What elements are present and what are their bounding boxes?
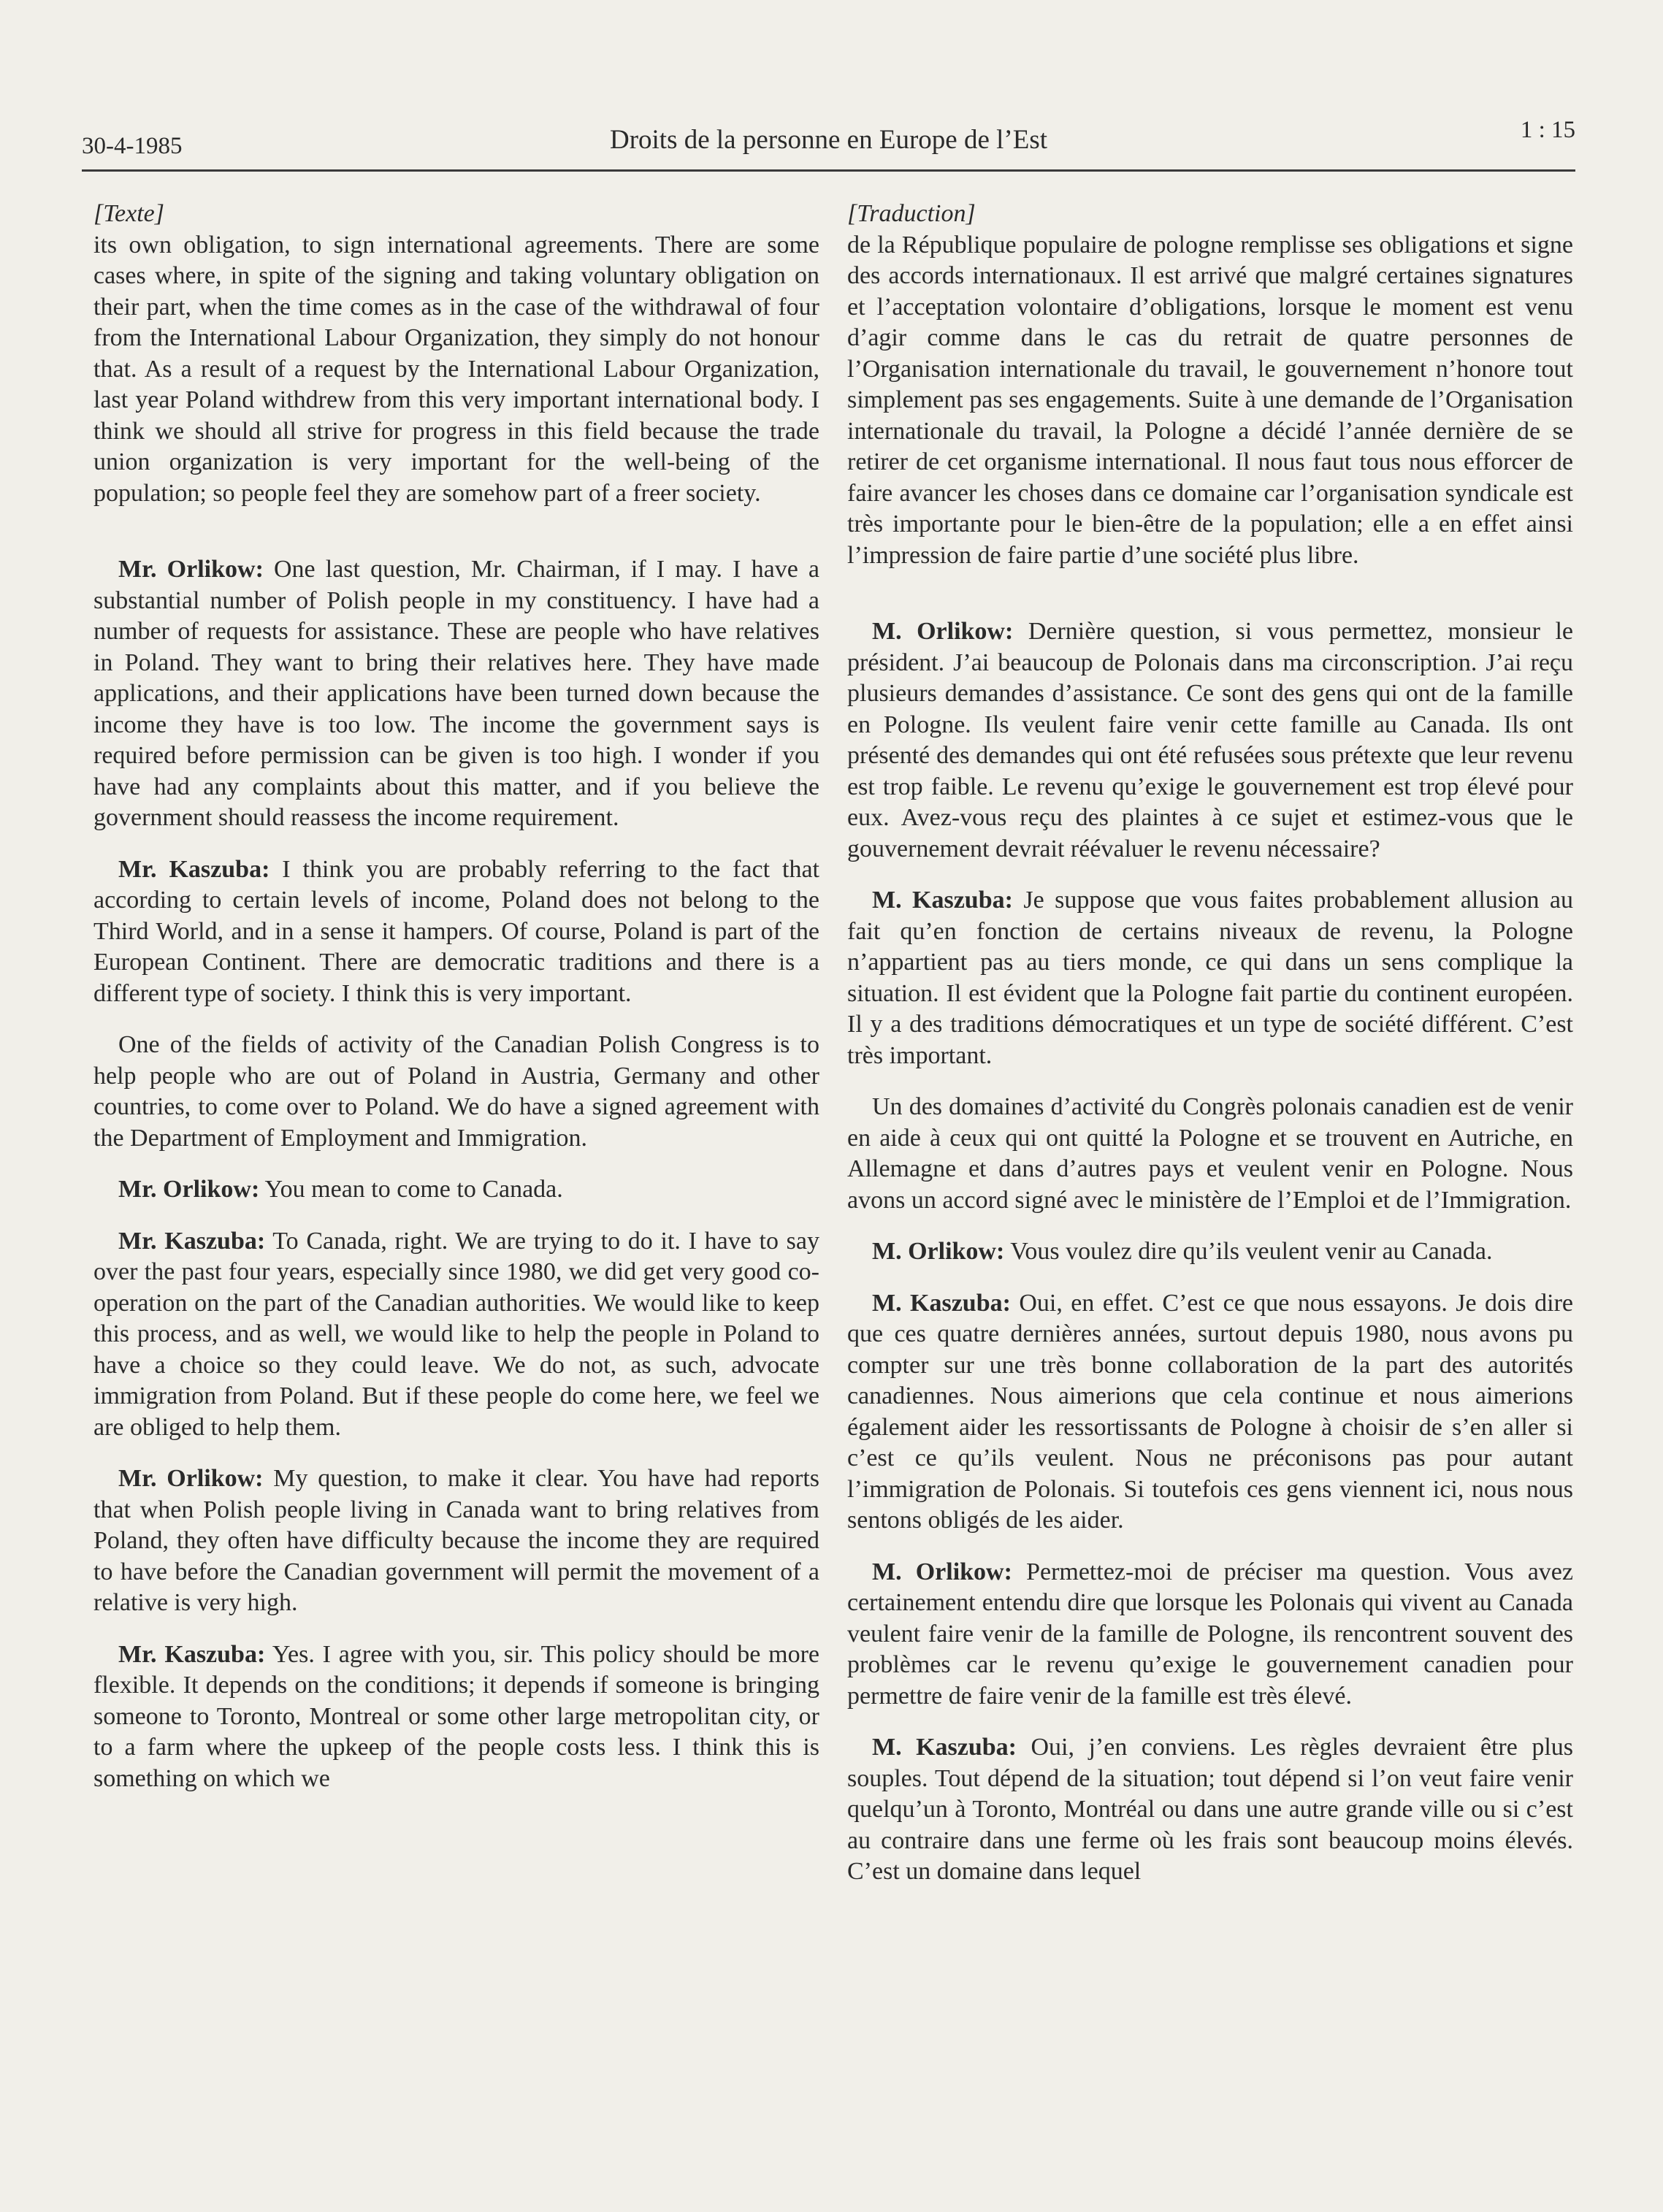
speaker-name: M. Kaszuba:	[872, 1289, 1011, 1317]
speech-text: Dernière question, si vous permettez, monsieur le président. J’ai beaucoup de Polonais dans ma circonscription. J’ai reçu plusieurs demandes d’assistance. Ce sont des gens qui ont de la famille en Pologne. Ils veulent faire venir cette famille au Canada. Ils ont présenté des demandes qui ont été refusées sous prétexte que leur revenu est trop faible. Le revenu qu’exige le gouvernement est trop élevé pour eux. Avez-vous reçu des plaintes à ce sujet et estimez-vous que le gouvernement devrait réévaluer le revenu nécessaire?	[847, 618, 1573, 862]
speaker-name: M. Orlikow:	[872, 618, 1014, 645]
paragraph: One of the fields of activity of the Canadian Polish Congress is to help people who are out of Poland in Austria, Germany and other countries, to come over to Poland. We do have a signed agreement with the Department of Employment and Immigration.	[93, 1031, 819, 1152]
english-column	[93, 199, 819, 1815]
speech-text: My question, to make it clear. You have had reports that when Polish people living in Canada want to bring relatives from Poland, they often have difficulty because the income they are required to have before the Canadian government will permit the movement of a relative is very high.	[93, 1465, 819, 1616]
speech-text: Je suppose que vous faites probablement allusion au fait qu’en fonction de certains niveaux de revenu, la Pologne n’appartient pas au tiers monde, ce qui dans un sens complique la situation. Il est évident que la Pologne fait partie du continent européen. Il y a des traditions démocratiques et un type de société différent. C’est très important.	[847, 887, 1574, 1069]
speaker-name: M. Orlikow:	[872, 1558, 1012, 1585]
speech-text: I think you are probably referring to the fact that according to certain levels of income, Poland does not belong to the Third World, and in a sense it hampers. Of course, Poland is part of the European Continent. There are democratic traditions and there is a different type of society. I think this is very important.	[93, 855, 819, 1007]
paragraph: its own obligation, to sign international agreements. There are some cases where, in spite of the signing and taking voluntary obligation on their part, when the time comes as in the case of the withdrawal of four from the International Labour Organization, they simply do not honour that. As a result of a request by the International Labour Organization, last year Poland withdrew from this very important international body. I think we should all strive for progress in this field because the trade union organization is very important for the well-being of the population; so people feel they are somehow part of a freer society.	[93, 231, 819, 507]
paragraph	[847, 616, 1573, 865]
paragraph	[93, 1639, 819, 1795]
speaker-name: M. Kaszuba:	[872, 887, 1013, 914]
speaker-name: Mr. Orlikow:	[118, 1176, 260, 1203]
french-column	[847, 199, 1573, 1908]
page-header	[82, 117, 1575, 172]
speaker-name: Mr. Kaszuba:	[118, 1640, 266, 1668]
speaker-name: Mr. Orlikow:	[118, 556, 264, 583]
speech-text: You mean to come to Canada.	[259, 1176, 563, 1203]
language-tag: [Texte]	[93, 200, 164, 227]
paragraph	[93, 1174, 819, 1206]
speaker-name: Mr. Orlikow:	[118, 1465, 264, 1492]
speech-text: Oui, j’en conviens. Les règles devraient être plus souples. Tout dépend de la situation; tout dépend si l’on veut faire venir quelqu’un à Toronto, Montréal ou dans une autre grande ville ou si c’est au contraire dans une ferme où les frais sont beaucoup moins élevés. C’est un domaine dans lequel	[847, 1734, 1574, 1885]
language-tag: [Traduction]	[847, 200, 976, 227]
speech-text: Oui, en effet. C’est ce que nous essayons. Je dois dire que ces quatre dernières années, surtout depuis 1980, nous avons pu compter sur une très bonne collaboration de la part des autorités canadiennes. Nous aimerions que cela continue et nous aimerions également aider les ressortissants de Pologne à choisir de s’en aller si c’est ce qu’ils veulent. Nous ne préconisons pas pour autant l’immigration de Polonais. Si toutefois ces gens viennent ici, nous nous sentons obligés de les aider.	[847, 1289, 1573, 1534]
paragraph	[93, 1226, 819, 1444]
paragraph	[93, 1463, 819, 1619]
header-date: 30-4-1985	[82, 133, 183, 159]
paragraph	[847, 885, 1573, 1071]
speech-text: One last question, Mr. Chairman, if I may. I have a substantial number of Polish people in my constituency. I have had a number of requests for assistance. These are people who have relatives in Poland. They want to bring their relatives here. They have made applications, and their applications have been turned down because the income they have is too low. The income the government says is required before permission can be given is too high. I wonder if you have had any complaints about this matter, and if you believe the government should reassess the income requirement.	[93, 556, 819, 831]
header-title: Droits de la personne en Europe de l’Est	[609, 125, 1047, 155]
paragraph	[847, 1557, 1573, 1712]
paragraph	[847, 1236, 1573, 1268]
paragraph	[93, 554, 819, 834]
header-page-number: 1 : 15	[1520, 117, 1575, 143]
paragraph	[93, 854, 819, 1010]
speech-text: To Canada, right. We are trying to do it. I have to say over the past four years, especially since 1980, we did get very good co-operation on the part of the Canadian authorities. We would like to keep this process, and as well, we would like to help the people in Poland to have a choice so they could leave. We do not, as such, advocate immigration from Poland. But if these people do come here, we feel we are obliged to help them.	[93, 1227, 819, 1441]
paragraph: Un des domaines d’activité du Congrès polonais canadien est de venir en aide à ceux qui ont quitté la Pologne et se trouvent en Autriche, en Allemagne et dans d’autres pays et veulent venir en Pologne. Nous avons un accord signé avec le ministère de l’Emploi et de l’Immigration.	[847, 1093, 1573, 1214]
speech-text: Permettez-moi de préciser ma question. Vous avez certainement entendu dire que lorsque les Polonais qui vivent au Canada veulent faire venir de la famille de Pologne, ils rencontrent souvent des problèmes car le revenu qu’exige le gouvernement canadien pour permettre de faire venir de la famille est très élevé.	[847, 1558, 1573, 1710]
speaker-name: M. Orlikow:	[872, 1238, 1005, 1265]
speaker-name: Mr. Kaszuba:	[118, 1227, 266, 1255]
paragraph: de la République populaire de pologne remplisse ses obligations et signe des accords internationaux. Il est arrivé que malgré certaines signatures et l’acceptation volontaire d’obligations, lorsque le moment est venu d’agir comme dans le cas du retrait de quatre personnes de l’Organisation internationale du travail, le gouvernement n’honore tout simplement pas ses engagements. Suite à une demande de l’Organisation internationale du travail, la Pologne a décidé l’année dernière de se retirer de cet organisme international. Il nous faut tous nous efforcer de faire avancer les choses dans ce domaine car l’organisation syndicale est très importante pour le bien-être de la population; elle a en effet ainsi l’impression de faire partie d’une société plus libre.	[847, 231, 1573, 569]
speech-text: Yes. I agree with you, sir. This policy should be more flexible. It depends on the conditions; it depends if someone is bringing someone to Toronto, Montreal or some other large metropolitan city, or to a farm where the upkeep of the people costs less. I think this is something on which we	[93, 1640, 819, 1792]
paragraph	[847, 1288, 1573, 1536]
speaker-name: Mr. Kaszuba:	[118, 855, 270, 883]
speaker-name: M. Kaszuba:	[872, 1734, 1017, 1761]
speech-text: Vous voulez dire qu’ils veulent venir au Canada.	[1004, 1238, 1493, 1265]
paragraph	[847, 1732, 1573, 1888]
